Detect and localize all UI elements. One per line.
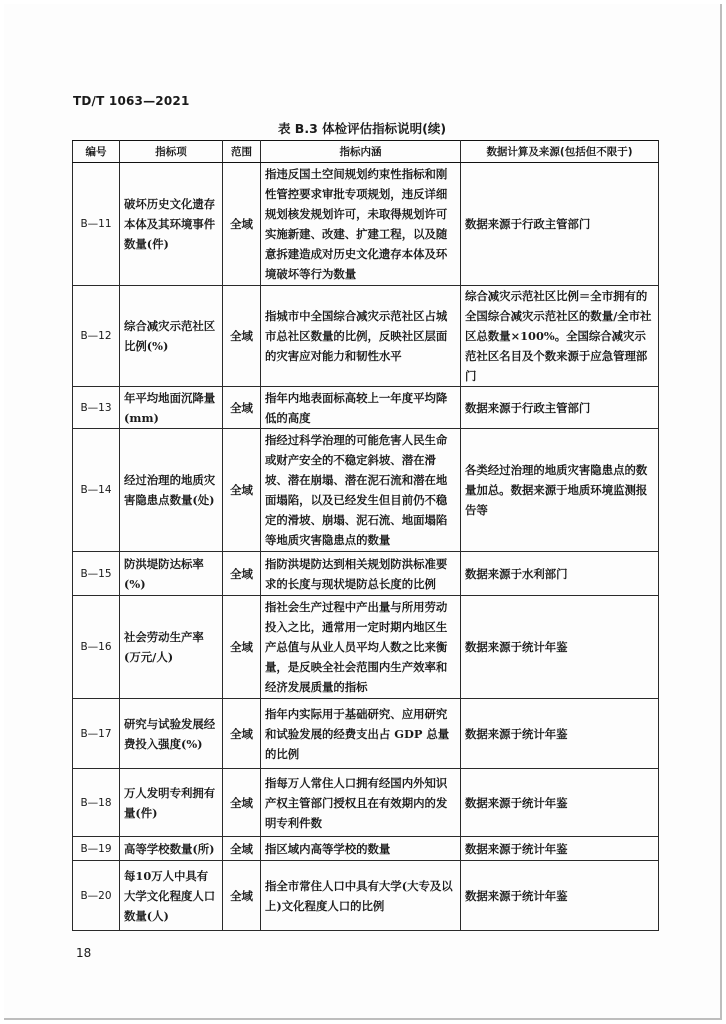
row-name: 年平均地面沉降量(mm) xyxy=(120,387,223,429)
row-scope: 全域 xyxy=(223,163,261,286)
row-code: B—15 xyxy=(73,552,120,596)
row-code: B—19 xyxy=(73,837,120,861)
table-row xyxy=(73,596,659,699)
row-code: B—20 xyxy=(73,861,120,931)
row-name: 防洪堤防达标率(%) xyxy=(120,552,223,596)
row-source: 数据来源于统计年鉴 xyxy=(461,699,659,769)
row-source: 数据来源于统计年鉴 xyxy=(461,861,659,931)
row-name: 研究与试验发展经费投入强度(%) xyxy=(120,699,223,769)
row-source: 数据来源于行政主管部门 xyxy=(461,163,659,286)
row-source: 数据来源于行政主管部门 xyxy=(461,387,659,429)
row-scope: 全域 xyxy=(223,837,261,861)
header-code: 编号 xyxy=(73,141,120,163)
header-definition: 指标内涵 xyxy=(261,141,461,163)
row-definition: 指年内实际用于基础研究、应用研究和试验发展的经费支出占 GDP 总量的比例 xyxy=(261,699,461,769)
row-name: 每10万人中具有大学文化程度人口数量(人) xyxy=(120,861,223,931)
row-source: 各类经过治理的地质灾害隐患点的数量加总。数据来源于地质环境监测报告等 xyxy=(461,429,659,552)
row-scope: 全域 xyxy=(223,387,261,429)
row-definition: 指社会生产过程中产出量与所用劳动投入之比，通常用一定时期内地区生产总值与从业人员平均人数之比来衡量，是反映全社会范围内生产效率和经济发展质量的指标 xyxy=(261,596,461,699)
table-row xyxy=(73,163,659,286)
row-name: 经过治理的地质灾害隐患点数量(处) xyxy=(120,429,223,552)
row-code: B—11 xyxy=(73,163,120,286)
row-definition: 指违反国土空间规划约束性指标和刚性管控要求审批专项规划，违反详细规划核发规划许可，未取得规划许可实施新建、改建、扩建工程，以及随意拆建造成对历史文化遗存本体及环境破坏等行为数量 xyxy=(261,163,461,286)
row-name: 综合减灾示范社区比例(%) xyxy=(120,286,223,387)
row-code: B—18 xyxy=(73,769,120,837)
page-number: 18 xyxy=(76,946,92,960)
row-definition: 指防洪堤防达到相关规划防洪标准要求的长度与现状堤防总长度的比例 xyxy=(261,552,461,596)
row-source: 数据来源于统计年鉴 xyxy=(461,837,659,861)
table-row xyxy=(73,699,659,769)
table-row xyxy=(73,837,659,861)
row-code: B—12 xyxy=(73,286,120,387)
table-header-row xyxy=(73,141,659,163)
row-scope: 全域 xyxy=(223,861,261,931)
row-name: 万人发明专利拥有量(件) xyxy=(120,769,223,837)
table-row xyxy=(73,387,659,429)
row-definition: 指区域内高等学校的数量 xyxy=(261,837,461,861)
row-source: 数据来源于水利部门 xyxy=(461,552,659,596)
row-code: B—16 xyxy=(73,596,120,699)
row-definition: 指城市中全国综合减灾示范社区占城市总社区数量的比例，反映社区层面的灾害应对能力和韧性水平 xyxy=(261,286,461,387)
row-code: B—14 xyxy=(73,429,120,552)
row-name: 破坏历史文化遗存本体及其环境事件数量(件) xyxy=(120,163,223,286)
row-scope: 全域 xyxy=(223,429,261,552)
row-scope: 全域 xyxy=(223,286,261,387)
row-code: B—13 xyxy=(73,387,120,429)
row-name: 社会劳动生产率(万元/人) xyxy=(120,596,223,699)
header-scope: 范围 xyxy=(223,141,261,163)
table-row xyxy=(73,769,659,837)
table-row xyxy=(73,552,659,596)
row-scope: 全域 xyxy=(223,552,261,596)
row-scope: 全域 xyxy=(223,769,261,837)
indicator-table xyxy=(72,140,659,931)
row-scope: 全域 xyxy=(223,699,261,769)
row-code: B—17 xyxy=(73,699,120,769)
row-source: 数据来源于统计年鉴 xyxy=(461,596,659,699)
header-source: 数据计算及来源(包括但不限于) xyxy=(461,141,659,163)
table-row xyxy=(73,861,659,931)
row-definition: 指全市常住人口中具有大学(大专及以上)文化程度人口的比例 xyxy=(261,861,461,931)
table-row xyxy=(73,286,659,387)
standard-id: TD/T 1063—2021 xyxy=(73,94,190,108)
table-row xyxy=(73,429,659,552)
row-definition: 指年内地表面标高较上一年度平均降低的高度 xyxy=(261,387,461,429)
row-source: 数据来源于统计年鉴 xyxy=(461,769,659,837)
row-definition: 指每万人常住人口拥有经国内外知识产权主管部门授权且在有效期内的发明专利件数 xyxy=(261,769,461,837)
document-page xyxy=(4,4,722,1020)
header-name: 指标项 xyxy=(120,141,223,163)
table-title: 表 B.3 体检评估指标说明(续) xyxy=(277,121,447,136)
row-scope: 全域 xyxy=(223,596,261,699)
row-definition: 指经过科学治理的可能危害人民生命或财产安全的不稳定斜坡、潜在滑坡、潜在崩塌、潜在泥石流和潜在地面塌陷，以及已经发生但目前仍不稳定的滑坡、崩塌、泥石流、地面塌陷等地质灾害隐患点的数量 xyxy=(261,429,461,552)
row-source: 综合减灾示范社区比例＝全市拥有的全国综合减灾示范社区的数量/全市社区总数量×100%。全国综合减灾示范社区名目及个数来源于应急管理部门 xyxy=(461,286,659,387)
row-name: 高等学校数量(所) xyxy=(120,837,223,861)
